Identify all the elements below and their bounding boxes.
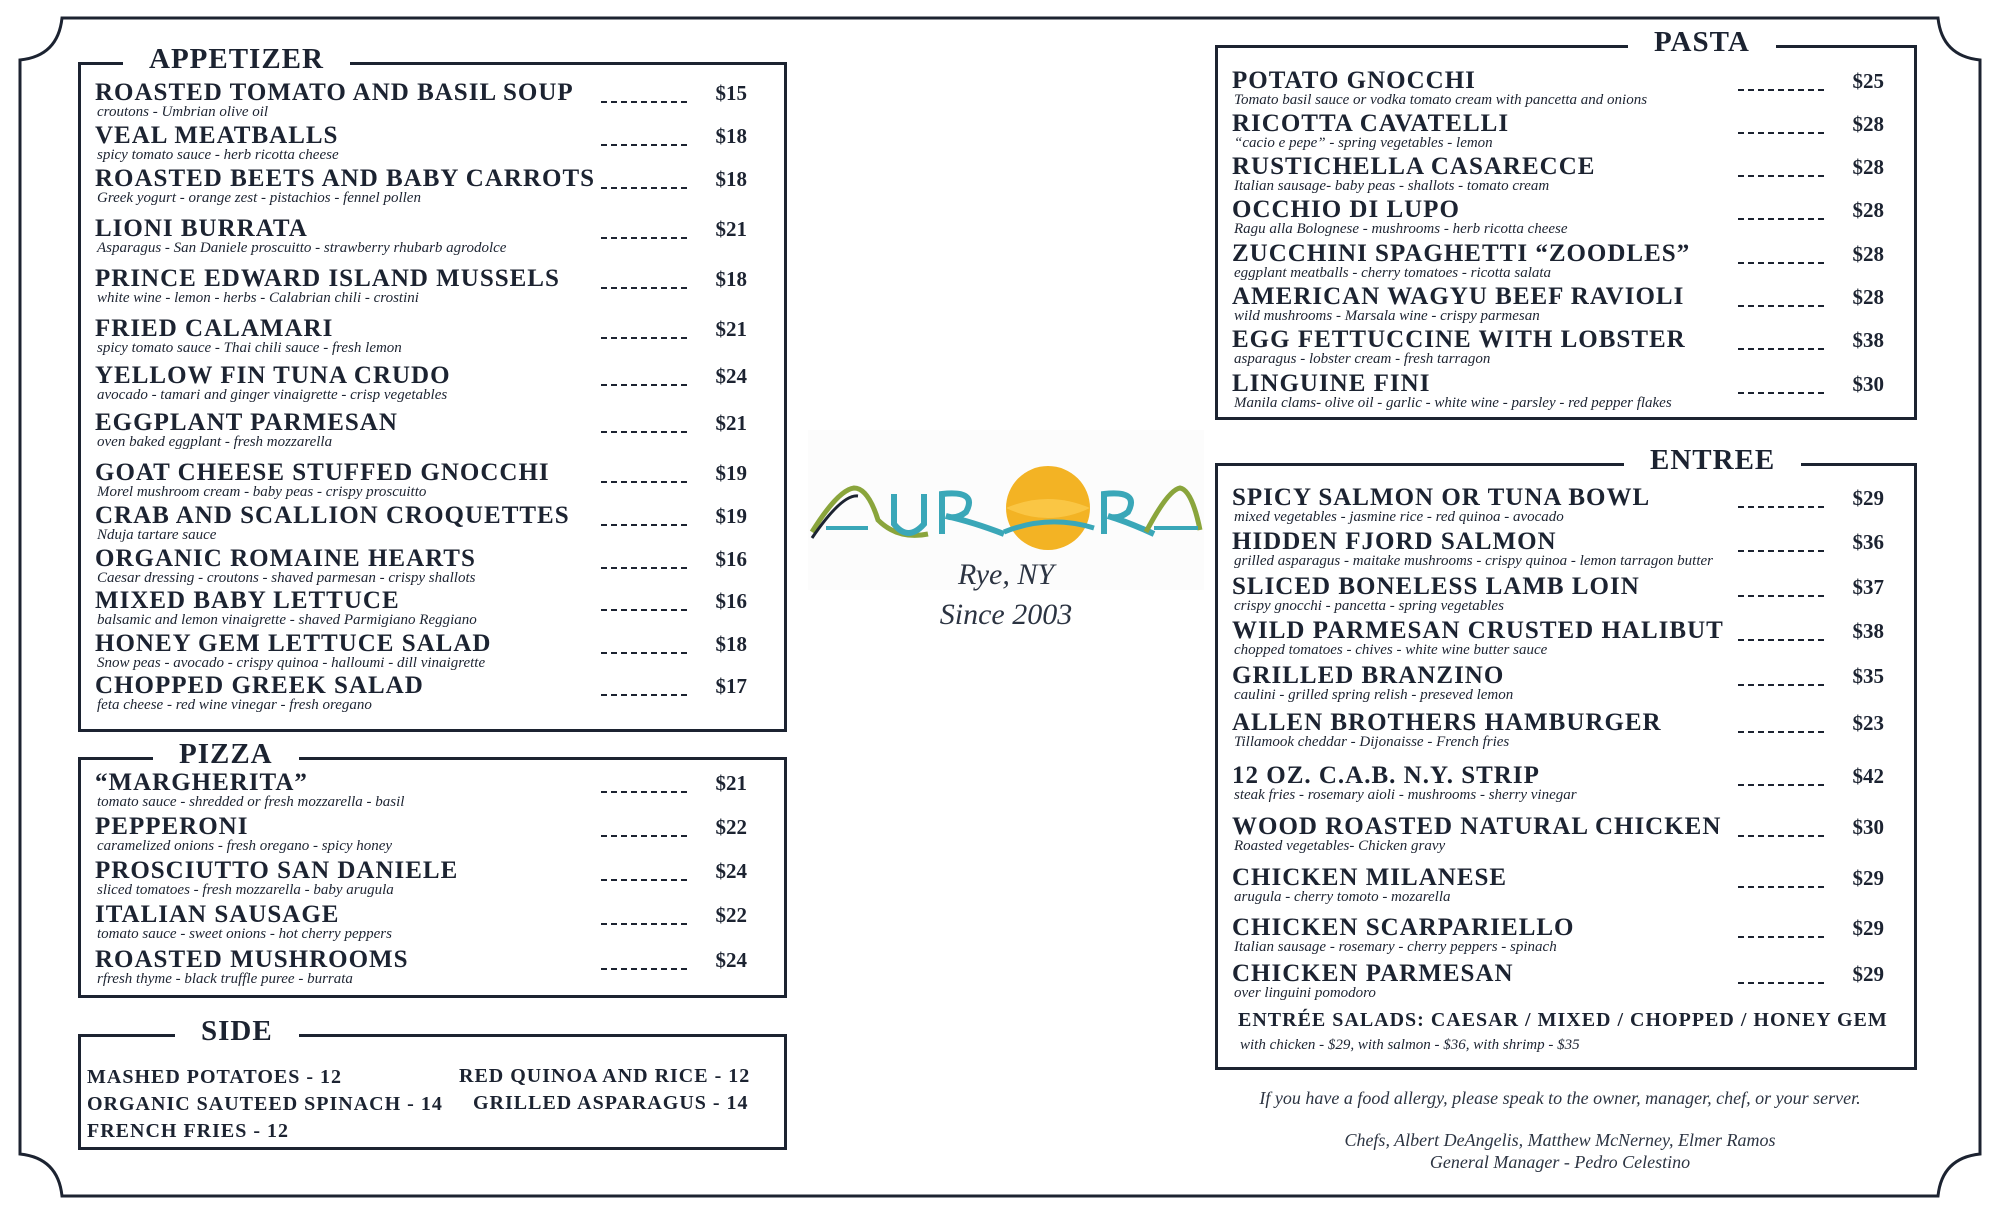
menu-item-description: oven baked eggplant - fresh mozzarella [97,434,333,450]
menu-item [95,901,770,943]
menu-item-price: $21 [715,771,747,795]
pizza-title: PIZZA [153,734,299,774]
menu-item-description: Ragu alla Bolognese - mushrooms - herb ricotta cheese [1234,221,1568,237]
menu-item-price: $21 [715,411,747,435]
menu-item-description: eggplant meatballs - cherry tomatoes - ricotta salata [1234,265,1552,281]
menu-item-price: $22 [715,815,747,839]
menu-item-description: Italian sausage- baby peas - shallots - tomato cream [1234,178,1550,194]
leader-line [1738,770,1824,786]
menu-item [95,362,770,404]
menu-item-name: WOOD ROASTED NATURAL CHICKEN [1232,813,1722,840]
leader-line [1738,536,1824,552]
menu-item [1232,110,1900,152]
menu-item-description: croutons - Umbrian olive oil [97,104,269,120]
leader-line [601,777,687,793]
menu-item-name: CHICKEN PARMESAN [1232,960,1514,987]
menu-item-name: SLICED BONELESS LAMB LOIN [1232,573,1640,600]
leader-line [601,954,687,970]
menu-item [95,122,770,164]
menu-item-price: $25 [1852,69,1884,93]
menu-item [1232,813,1900,855]
leader-line [1738,821,1824,837]
pizza-section [78,738,787,998]
menu-item-description: steak fries - rosemary aioli - mushrooms - sherry vinegar [1234,787,1577,803]
menu-item-description: chopped tomatoes - chives - white wine butter sauce [1234,642,1548,658]
leader-line [1738,161,1824,177]
menu-item-name: OCCHIO DI LUPO [1232,196,1460,223]
leader-line [601,595,687,611]
location-text: Rye, NY [957,558,1055,591]
menu-item-description: mixed vegetables - jasmine rice - red quinoa - avocado [1234,509,1564,525]
menu-item [95,769,770,811]
leader-line [1738,922,1824,938]
menu-item [1232,67,1900,109]
menu-item-name: ROASTED BEETS AND BABY CARROTS [95,165,596,192]
menu-item-description: white wine - lemon - herbs - Calabrian chili - crostini [97,290,419,306]
menu-item-name: CHICKEN SCARPARIELLO [1232,914,1575,941]
menu-item-description: over linguini pomodoro [1234,985,1376,1001]
manager-credit: General Manager - Pedro Celestino [1429,1152,1691,1172]
menu-item-price: $36 [1852,530,1884,554]
menu-item-name: CHICKEN MILANESE [1232,864,1508,891]
menu-item [1232,573,1900,615]
leader-line [601,223,687,239]
menu-item-name: ZUCCHINI SPAGHETTI “ZOODLES” [1232,240,1691,267]
menu-item-price: $16 [715,589,747,613]
allergy-notice: If you have a food allergy, please speak to the owner, manager, chef, or your server. [1259,1088,1861,1108]
menu-item-description: Roasted vegetables- Chicken gravy [1234,838,1446,854]
menu-item [1232,864,1900,906]
menu-item-description: asparagus - lobster cream - fresh tarragon [1234,351,1491,367]
menu-item [95,409,770,451]
menu-item-price: $37 [1852,575,1884,599]
menu-item-name: ROASTED TOMATO AND BASIL SOUP [95,79,574,106]
menu-item [95,630,770,672]
menu-item [95,946,770,988]
menu-item [95,165,770,207]
menu-item [1232,326,1900,368]
menu-item-price: $38 [1852,328,1884,352]
menu-item-name: ITALIAN SAUSAGE [95,901,340,928]
menu-item-price: $28 [1852,285,1884,309]
menu-item-price: $29 [1852,866,1884,890]
leader-line [1738,75,1824,91]
menu-item-price: $16 [715,547,747,571]
menu-item-price: $29 [1852,916,1884,940]
chefs-credit: Chefs, Albert DeAngelis, Matthew McNerney, Elmer Ramos [1344,1130,1776,1150]
menu-item [1232,528,1900,570]
side-item: FRENCH FRIES - 12 [87,1120,290,1142]
menu-item [1232,762,1900,804]
menu-item-price: $30 [1852,372,1884,396]
menu-item-name: RICOTTA CAVATELLI [1232,110,1510,137]
menu-item-name: 12 OZ. C.A.B. N.Y. STRIP [1232,762,1540,789]
menu-item-name: HIDDEN FJORD SALMON [1232,528,1557,555]
entree-salads-title: ENTRÉE SALADS: CAESAR / MIXED / CHOPPED / HONEY GEM [1238,1009,1888,1031]
menu-item-name: LINGUINE FINI [1232,370,1431,397]
menu-item-description: Nduja tartare sauce [97,527,217,543]
menu-item-price: $24 [715,948,747,972]
menu-item [1232,960,1900,1002]
menu-item-price: $38 [1852,619,1884,643]
leader-line [1738,717,1824,733]
menu-item [1232,484,1900,526]
menu-item-price: $28 [1852,155,1884,179]
leader-line [601,865,687,881]
side-item: GRILLED ASPARAGUS - 14 [473,1092,749,1114]
menu-item-price: $28 [1852,112,1884,136]
menu-item-name: CHOPPED GREEK SALAD [95,672,424,699]
menu-item-price: $19 [715,504,747,528]
leader-line [601,130,687,146]
leader-line [601,821,687,837]
menu-item-description: feta cheese - red wine vinegar - fresh oregano [97,697,372,713]
menu-item [1232,153,1900,195]
menu-item-price: $21 [715,317,747,341]
menu-item [1232,240,1900,282]
menu-item [95,545,770,587]
menu-item-description: sliced tomatoes - fresh mozzarella - baby arugula [97,882,394,898]
side-item: RED QUINOA AND RICE - 12 [459,1065,751,1087]
menu-item [1232,617,1900,659]
leader-line [601,370,687,386]
menu-item-description: grilled asparagus - maitake mushrooms - crispy quinoa - lemon tarragon butter [1234,553,1714,569]
menu-item-price: $18 [715,267,747,291]
leader-line [1738,248,1824,264]
menu-item-name: GOAT CHEESE STUFFED GNOCCHI [95,459,550,486]
menu-item-description: Tomato basil sauce or vodka tomato cream with pancetta and onions [1234,92,1648,108]
leader-line [1738,872,1824,888]
menu-item-name: EGGPLANT PARMESAN [95,409,398,436]
menu-item-description: wild mushrooms - Marsala wine - crispy parmesan [1234,308,1540,324]
menu-item-description: Morel mushroom cream - baby peas - crispy proscuitto [97,484,427,500]
leader-line [601,417,687,433]
leader-line [601,510,687,526]
menu-item [95,79,770,121]
menu-item-name: SPICY SALMON OR TUNA BOWL [1232,484,1651,511]
menu-item [95,459,770,501]
leader-line [1738,291,1824,307]
leader-line [601,909,687,925]
menu-item-description: rfresh thyme - black truffle puree - burrata [97,971,353,987]
menu-item-name: PRINCE EDWARD ISLAND MUSSELS [95,265,560,292]
menu-item [95,587,770,629]
menu-item-name: PEPPERONI [95,813,249,840]
menu-item [95,315,770,357]
menu-item [1232,196,1900,238]
menu-item-name: ORGANIC ROMAINE HEARTS [95,545,476,572]
menu-item-name: FRIED CALAMARI [95,315,334,342]
menu-item-name: EGG FETTUCCINE WITH LOBSTER [1232,326,1686,353]
side-title: SIDE [175,1011,299,1051]
menu-item-name: AMERICAN WAGYU BEEF RAVIOLI [1232,283,1685,310]
menu-item-price: $28 [1852,198,1884,222]
leader-line [601,173,687,189]
entree-title: ENTREE [1624,440,1801,480]
menu-item-description: Greek yogurt - orange zest - pistachios - fennel pollen [97,190,421,206]
menu-item-price: $18 [715,632,747,656]
leader-line [1738,625,1824,641]
menu-item [95,813,770,855]
menu-item [95,857,770,899]
leader-line [1738,378,1824,394]
menu-item-description: tomato sauce - shredded or fresh mozzarella - basil [97,794,405,810]
entree-salads-desc: with chicken - $29, with salmon - $36, with shrimp - $35 [1240,1037,1580,1053]
leader-line [601,323,687,339]
menu-item-description: balsamic and lemon vinaigrette - shaved Parmigiano Reggiano [97,612,477,628]
menu-item [1232,914,1900,956]
menu-item-description: Asparagus - San Daniele proscuitto - strawberry rhubarb agrodolce [97,240,507,256]
menu-item [1232,709,1900,751]
menu-item-price: $24 [715,859,747,883]
appetizer-title: APPETIZER [123,39,350,79]
menu-item-description: caulini - grilled spring relish - preseved lemon [1234,687,1514,703]
leader-line [601,638,687,654]
menu-item [95,215,770,257]
menu-item-price: $24 [715,364,747,388]
menu-item [1232,370,1900,412]
menu-item-name: RUSTICHELLA CASARECCE [1232,153,1596,180]
menu-item-price: $15 [715,81,747,105]
leader-line [1738,334,1824,350]
menu-item-name: CRAB AND SCALLION CROQUETTES [95,502,570,529]
menu-item [1232,283,1900,325]
leader-line [1738,492,1824,508]
menu-item-price: $18 [715,124,747,148]
menu-item-price: $17 [715,674,747,698]
menu-item-description: Tillamook cheddar - Dijonaisse - French fries [1234,734,1510,750]
leader-line [601,273,687,289]
menu-item-price: $19 [715,461,747,485]
menu-item-description: Caesar dressing - croutons - shaved parmesan - crispy shallots [97,570,476,586]
menu-item-description: spicy tomato sauce - Thai chili sauce - fresh lemon [97,340,402,356]
menu-item-name: LIONI BURRATA [95,215,308,242]
menu-item-description: tomato sauce - sweet onions - hot cherry peppers [97,926,392,942]
menu-item-name: ROASTED MUSHROOMS [95,946,409,973]
menu-item-description: avocado - tamari and ginger vinaigrette - crisp vegetables [97,387,448,403]
menu-item-name: WILD PARMESAN CRUSTED HALIBUT [1232,617,1724,644]
menu-item-description: Manila clams- olive oil - garlic - white wine - parsley - red pepper flakes [1234,395,1672,411]
menu-item-description: Italian sausage - rosemary - cherry peppers - spinach [1234,939,1557,955]
menu-item-description: spicy tomato sauce - herb ricotta cheese [97,147,339,163]
since-text: Since 2003 [939,598,1073,631]
side-item: MASHED POTATOES - 12 [87,1066,343,1088]
menu-item-name: GRILLED BRANZINO [1232,662,1505,689]
menu-item-price: $18 [715,167,747,191]
leader-line [601,87,687,103]
leader-line [601,553,687,569]
pasta-section [1215,26,1917,420]
menu-item-price: $28 [1852,242,1884,266]
menu-item-price: $29 [1852,962,1884,986]
menu-item-price: $35 [1852,664,1884,688]
menu-item-name: YELLOW FIN TUNA CRUDO [95,362,451,389]
side-section [78,1015,787,1150]
leader-line [601,467,687,483]
entree-section [1215,444,1917,1070]
leader-line [1738,581,1824,597]
menu-item-name: PROSCIUTTO SAN DANIELE [95,857,459,884]
leader-line [1738,670,1824,686]
menu-item-name: VEAL MEATBALLS [95,122,339,149]
leader-line [1738,204,1824,220]
menu-item-name: POTATO GNOCCHI [1232,67,1476,94]
menu-item-name: ALLEN BROTHERS HAMBURGER [1232,709,1662,736]
menu-item-description: arugula - cherry tomoto - mozarella [1234,889,1451,905]
menu-item [95,265,770,307]
menu-item-description: Snow peas - avocado - crispy quinoa - halloumi - dill vinaigrette [97,655,486,671]
menu-item-price: $30 [1852,815,1884,839]
leader-line [1738,118,1824,134]
appetizer-section [78,43,787,732]
menu-item-price: $21 [715,217,747,241]
menu-item-price: $29 [1852,486,1884,510]
menu-item-description: crispy gnocchi - pancetta - spring vegetables [1234,598,1504,614]
pasta-title: PASTA [1628,22,1776,62]
menu-item-price: $42 [1852,764,1884,788]
menu-item [1232,662,1900,704]
menu-item [95,672,770,714]
menu-item-name: HONEY GEM LETTUCE SALAD [95,630,492,657]
leader-line [1738,968,1824,984]
menu-item-description: “cacio e pepe” - spring vegetables - lemon [1234,135,1493,151]
menu-item-description: caramelized onions - fresh oregano - spicy honey [97,838,393,854]
menu-item-price: $23 [1852,711,1884,735]
leader-line [601,680,687,696]
side-item: ORGANIC SAUTEED SPINACH - 14 [87,1093,443,1115]
menu-item [95,502,770,544]
menu-item-price: $22 [715,903,747,927]
menu-item-name: “MARGHERITA” [95,769,308,796]
menu-item-name: MIXED BABY LETTUCE [95,587,400,614]
